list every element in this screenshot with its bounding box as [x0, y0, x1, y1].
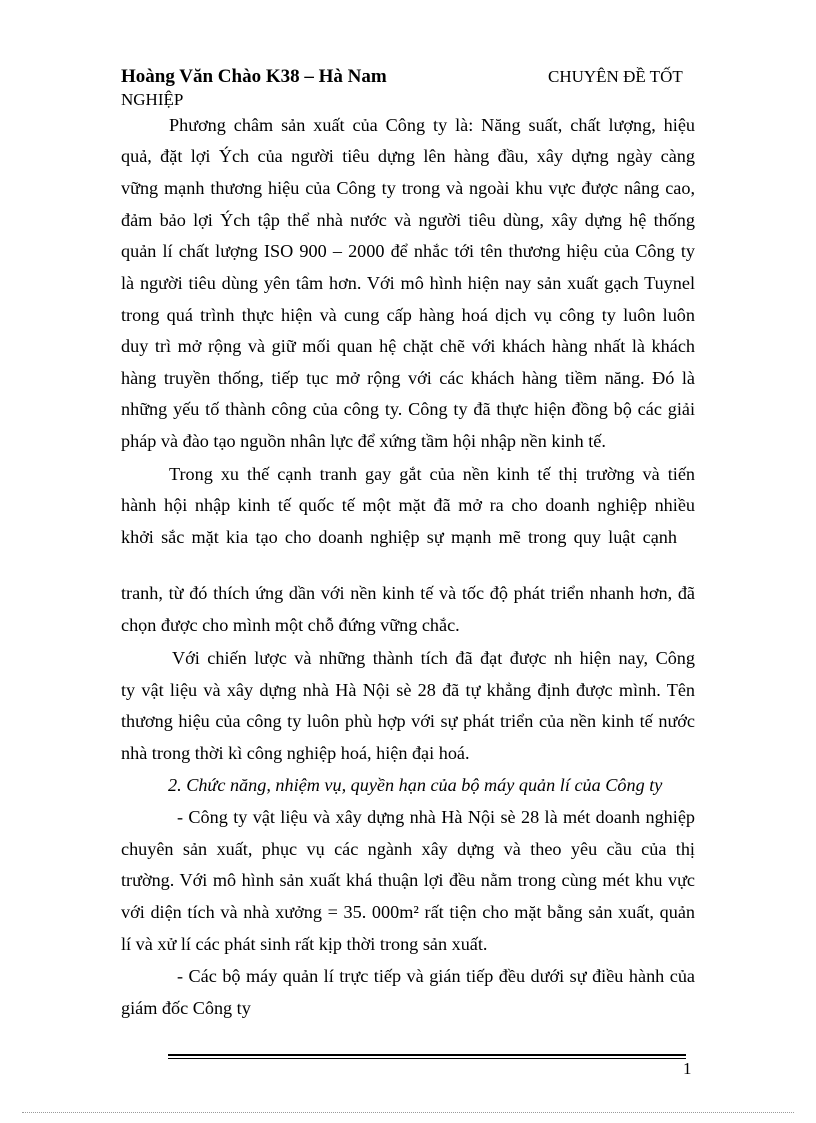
footer-rule-bottom	[168, 1058, 686, 1059]
text-line: - Các bộ máy quản lí trực tiếp và gián tiếp đều dưới sự điều hành của	[177, 966, 695, 986]
section-heading: 2. Chức năng, nhiệm vụ, quyền hạn của bộ máy quản lí của Công ty	[168, 775, 663, 795]
page-number: 1	[683, 1059, 692, 1078]
text-line: tranh, từ đó thích ứng dần với nền kinh tế và tốc độ phát triển nhanh hơn, đã	[121, 583, 695, 603]
text-line: quản lí chất lượng ISO 900 – 2000 để nhắc tới tên thương hiệu của Công ty	[121, 241, 695, 261]
text-line: Trong xu thế cạnh tranh gay gắt của nền kinh tế thị trường và tiến	[169, 464, 695, 484]
text-line: trong quá trình thực hiện và cung cấp hàng hoá dịch vụ công ty luôn luôn	[121, 305, 695, 325]
text-line: đảm bảo lợi Ých tập thể nhà nước và người tiêu dùng, xây dựng hệ thống	[121, 210, 695, 230]
text-line: quả, đặt lợi Ých của người tiêu dựng lên hàng đầu, xây dựng ngày càng	[121, 146, 695, 166]
text-line: duy trì mở rộng và giữ mối quan hệ chặt chẽ với khách hàng nhất là khách	[121, 336, 695, 356]
text-line: - Công ty vật liệu và xây dựng nhà Hà Nội sè 28 là mét doanh nghiệp	[177, 807, 695, 827]
text-line: khởi sắc mặt kia tạo cho doanh nghiệp sự mạnh mẽ trong quy luật cạnh	[121, 527, 677, 547]
page-bottom-dotted-line	[22, 1112, 794, 1113]
text-line: lí và xử lí các phát sinh rất kịp thời trong sản xuất.	[121, 934, 488, 954]
text-line: chuyên sản xuất, phục vụ các ngành xây dựng và theo yêu cầu của thị	[121, 839, 695, 859]
text-line: trường. Với mô hình sản xuất khá thuận lợi đều nằm trong cùng mét khu vực	[121, 870, 695, 890]
text-line: những yếu tố thành công của công ty. Công ty đã thực hiện đồng bộ các giải	[121, 399, 695, 419]
text-line: hàng truyền thống, tiếp tục mở rộng với các khách hàng tiềm năng. Đó là	[121, 368, 695, 388]
text-line: giám đốc Công ty	[121, 998, 251, 1018]
header-title-wrap: NGHIỆP	[121, 90, 184, 109]
text-line: Phương châm sản xuất của Công ty là: Năng suất, chất lượng, hiệu	[169, 115, 695, 135]
text-line: thương hiệu của công ty luôn phù hợp với sự phát triển của nền kinh tế nước	[121, 711, 695, 731]
text-line: hành hội nhập kinh tế quốc tế một mặt đã mở ra cho doanh nghiệp nhiều	[121, 495, 695, 515]
text-line: Với chiến lược và những thành tích đã đạt được nh hiện nay, Công	[172, 648, 695, 668]
text-line: nhà trong thời kì công nghiệp hoá, hiện đại hoá.	[121, 743, 470, 763]
text-line: chọn được cho mình một chỗ đứng vững chắc.	[121, 615, 460, 635]
text-line: với diện tích và nhà xưởng = 35. 000m² rất tiện cho mặt bằng sản xuất, quản	[121, 902, 695, 922]
footer-rule-top	[168, 1054, 686, 1056]
header-title: CHUYÊN ĐỀ TỐT	[548, 67, 683, 86]
text-line: vững mạnh thương hiệu của Công ty trong và ngoài khu vực được nâng cao,	[121, 178, 695, 198]
text-line: ty vật liệu và xây dựng nhà Hà Nội sè 28 đã tự khẳng định được mình. Tên	[121, 680, 695, 700]
text-line: là người tiêu dùng yên tâm hơn. Với mô hình hiện nay sản xuất gạch Tuynel	[121, 273, 695, 293]
text-line: pháp và đào tạo nguồn nhân lực để xứng tầm hội nhập nền kinh tế.	[121, 431, 606, 451]
header-author: Hoàng Văn Chào K38 – Hà Nam	[121, 66, 387, 87]
